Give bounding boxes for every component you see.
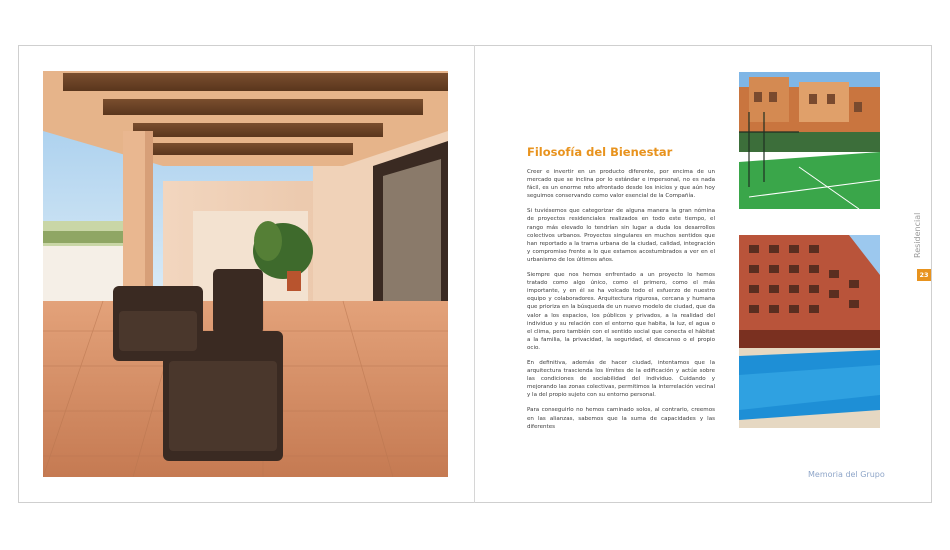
paragraph: Para conseguirlo no hemos caminado solos, al contrario, creemos en las alianzas, sabemos que la suma de capacidades y las diferentes — [527, 407, 715, 430]
pool-building-photo — [739, 235, 880, 428]
paragraph: Siempre que nos hemos enfrentado a un proyecto lo hemos tratado como algo único, como el primero, como el más importante, y en él se ha volcado todo el esfuerzo de nuestro equipo y colaboradores. Arquitectura rigurosa, cercana y humana que prioriza en la búsqueda de un nuevo modelo de ciudad, que da valor a los espacios, los públicos y privados, a la realidad del individuo y su relación con el entorno que habita, la luz, el agua o el clima, pero también con el sentido social que conecta el hábitat a la familia, la privacidad, la seguridad, el descanso o el propio ocio. — [527, 272, 716, 351]
page-title: Filosofía del Bienestar — [527, 145, 673, 159]
page-number: 23 — [917, 269, 931, 281]
tennis-court-photo — [739, 72, 880, 209]
paragraph: Si tuviésemos que categorizar de alguna manera la gran nómina de proyectos residenciales realizados en todo este tiempo, el rango más elevado lo tendrían sin lugar a duda los desarrollos colectivos urbanos. Proyectos singulares en muchos sentidos que han reportado a la trama urbana de la ciudad, calidad, integración y compromiso frente a lo que estamos acostumbrados a ver en el urbanismo de los últimos años. — [527, 208, 715, 263]
paragraph: En definitiva, además de hacer ciudad, intentamos que la arquitectura trascienda los límites de la edificación y actúe sobre las condiciones de sociabilidad del individuo. Cuidando y mejorando las zonas colectivas, permitimos la interrelación vecinal y la del propio sujeto con su entorno personal. — [527, 359, 715, 399]
body-text — [527, 168, 715, 438]
page-gutter — [474, 45, 475, 503]
paragraph: Creer e invertir en un producto diferente, por encima de un mercado que se inclina por lo estándar e impersonal, no es nada fácil, es un enorme reto afrontado desde los inicios y que aún hoy seguimos conservando como valor esencial de la Compañía. — [527, 169, 715, 200]
terrace-photo — [43, 71, 448, 477]
section-label: Residencial — [913, 212, 922, 258]
footer-text: Memoria del Grupo — [808, 470, 885, 479]
